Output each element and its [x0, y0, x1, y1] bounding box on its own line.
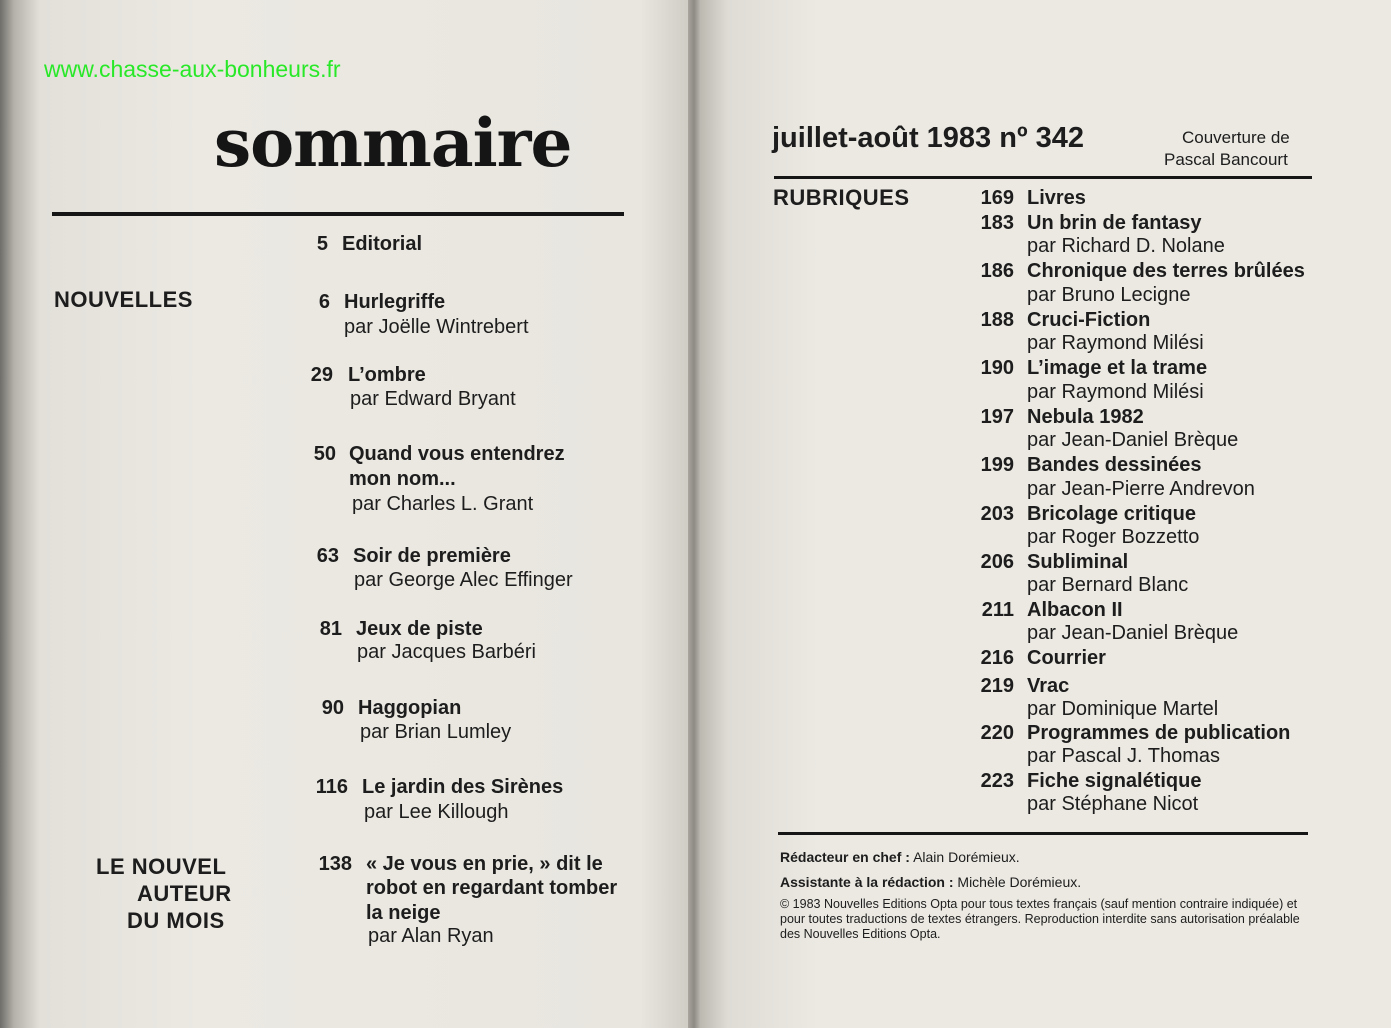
story-page: 50 [313, 443, 336, 465]
rubrique-title: L’image et la trame [1027, 357, 1208, 379]
story-title-line: « Je vous en prie, » dit le [366, 853, 603, 875]
story-page: 81 [319, 618, 342, 640]
story-title: Hurlegriffe [344, 291, 446, 313]
rubrique-page: 199 [980, 454, 1014, 476]
story-author: par Lee Killough [364, 801, 509, 823]
rubrique-title: Fiche signalétique [1027, 770, 1202, 792]
rubrique-author: par Raymond Milési [1027, 332, 1204, 354]
rubrique-author: par Bernard Blanc [1027, 574, 1189, 596]
story-page: 138 [318, 853, 352, 875]
rubrique-title: Programmes de publication [1027, 722, 1291, 744]
rubrique-page: 216 [980, 647, 1014, 669]
rubrique-title: Un brin de fantasy [1027, 212, 1202, 234]
editor-label: Rédacteur en chef : [780, 849, 910, 865]
story-author: par Jacques Barbéri [357, 641, 536, 663]
rubrique-page: 188 [980, 309, 1014, 331]
rubrique-title: Bandes dessinées [1027, 454, 1202, 476]
section-label-line: AUTEUR [137, 881, 232, 906]
rubrique-author: par Jean-Daniel Brèque [1027, 429, 1239, 451]
story-author: par Edward Bryant [350, 388, 516, 410]
editor-line [780, 849, 1020, 865]
rubrique-page: 197 [980, 406, 1014, 428]
section-rubriques: RUBRIQUES [773, 185, 910, 210]
story-author: par Alan Ryan [368, 925, 494, 947]
copyright-notice: © 1983 Nouvelles Editions Opta pour tous textes français (sauf mention contraire indiquée) et pour toutes traductions de textes étrangers. Reproduction interdite sans autorisation préalable des Nouvelles Editions Opta. [780, 897, 1300, 941]
rubrique-author: par Dominique Martel [1027, 698, 1219, 720]
editor-name: Alain Dorémieux. [913, 849, 1020, 865]
rubrique-author: par Pascal J. Thomas [1027, 745, 1221, 767]
rubrique-page: 220 [980, 722, 1014, 744]
editorial-title: Editorial [342, 233, 423, 255]
rubrique-author: par Jean-Daniel Brèque [1027, 622, 1239, 644]
header-rule [774, 176, 1312, 179]
story-title-line: mon nom... [349, 468, 456, 490]
watermark-link[interactable]: www.chasse-aux-bonheurs.fr [44, 56, 341, 82]
editorial-page: 5 [316, 233, 328, 255]
rubrique-title: Courrier [1027, 647, 1106, 669]
section-nouvelles: NOUVELLES [54, 287, 193, 312]
story-author: par George Alec Effinger [354, 569, 573, 591]
section-label-line: LE NOUVEL [96, 854, 227, 879]
rubrique-page: 169 [980, 187, 1014, 209]
rubrique-page: 190 [980, 357, 1014, 379]
book-gutter [688, 0, 700, 1028]
rubrique-page: 186 [980, 260, 1014, 282]
story-title: Jeux de piste [356, 618, 483, 640]
title-rule [52, 212, 624, 216]
rubrique-author: par Richard D. Nolane [1027, 235, 1225, 257]
story-title: Le jardin des Sirènes [362, 776, 564, 798]
rubrique-title: Chronique des terres brûlées [1027, 260, 1305, 282]
issue-date: juillet-août 1983 nº 342 [772, 122, 1084, 154]
story-author: par Joëlle Wintrebert [344, 316, 529, 338]
rubrique-title: Livres [1027, 187, 1086, 209]
rubrique-author: par Roger Bozzetto [1027, 526, 1200, 548]
story-page: 6 [318, 291, 330, 313]
story-author: par Brian Lumley [360, 721, 512, 743]
rubrique-page: 223 [980, 770, 1014, 792]
assistant-label: Assistante à la rédaction : [780, 874, 954, 890]
rubrique-page: 206 [980, 551, 1014, 573]
rubrique-page: 211 [981, 599, 1014, 621]
story-page: 29 [310, 364, 333, 386]
credits-rule [778, 832, 1308, 835]
rubrique-title: Albacon II [1027, 599, 1123, 621]
rubrique-author: par Raymond Milési [1027, 381, 1204, 403]
rubrique-title: Bricolage critique [1027, 503, 1196, 525]
rubrique-author: par Jean-Pierre Andrevon [1027, 478, 1255, 500]
rubrique-title: Cruci-Fiction [1027, 309, 1151, 331]
story-page: 63 [316, 545, 339, 567]
story-page: 116 [315, 776, 348, 798]
rubrique-title: Vrac [1027, 675, 1070, 697]
story-title: Haggopian [358, 697, 462, 719]
rubrique-author: par Stéphane Nicot [1027, 793, 1199, 815]
rubrique-title: Nebula 1982 [1027, 406, 1144, 428]
story-page: 90 [321, 697, 344, 719]
section-label-line: DU MOIS [127, 908, 225, 933]
rubrique-page: 183 [980, 212, 1014, 234]
story-title-line: la neige [366, 902, 441, 924]
story-title-line: Quand vous entendrez [349, 443, 565, 465]
assistant-name: Michèle Dorémieux. [957, 874, 1082, 890]
assistant-line [780, 874, 1081, 890]
story-author: par Charles L. Grant [352, 493, 534, 515]
cover-credit-line: Couverture de [1182, 128, 1290, 147]
story-title: L’ombre [348, 364, 426, 386]
page-title: sommaire [214, 104, 572, 182]
rubrique-author: par Bruno Lecigne [1027, 284, 1191, 306]
rubrique-title: Subliminal [1027, 551, 1129, 573]
story-title-line: robot en regardant tomber [366, 877, 618, 899]
cover-credit-line: Pascal Bancourt [1164, 150, 1288, 169]
rubrique-page: 203 [980, 503, 1014, 525]
story-title: Soir de première [353, 545, 511, 567]
rubrique-page: 219 [980, 675, 1014, 697]
